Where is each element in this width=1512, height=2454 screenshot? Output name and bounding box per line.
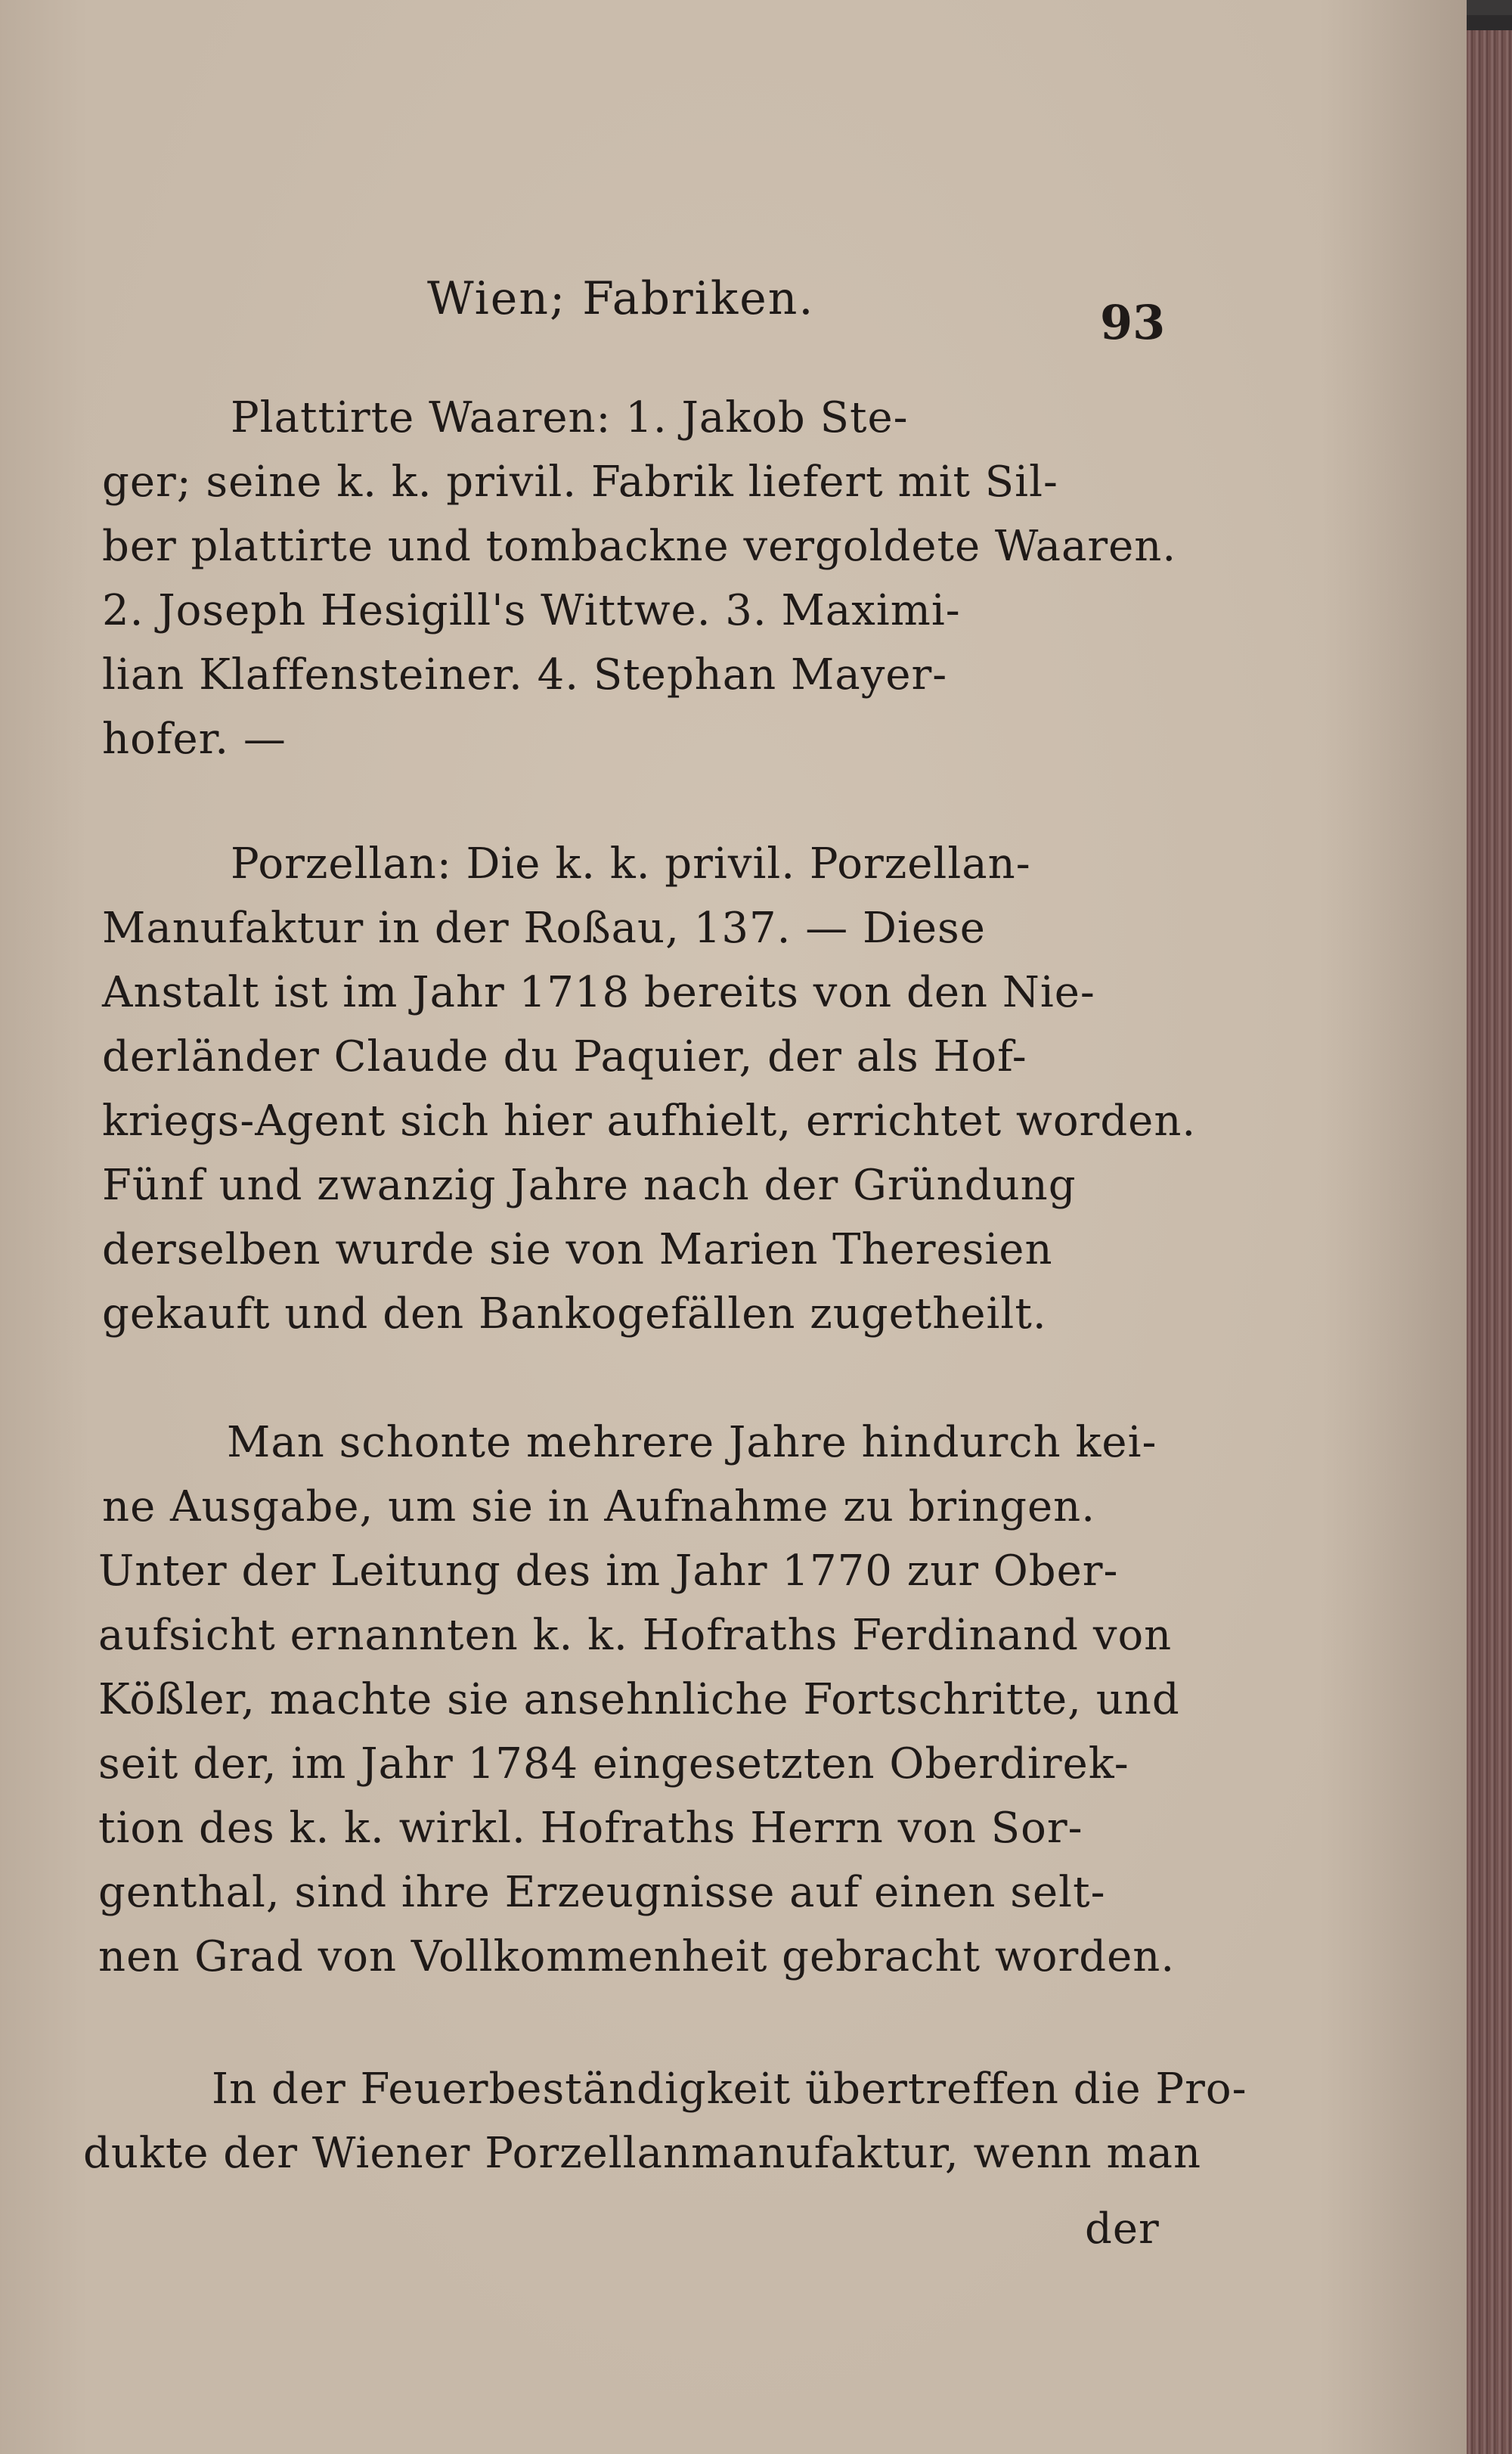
text-line: kriegs-Agent sich hier aufhielt, errichtet worden. xyxy=(102,1097,1197,1146)
text-line: Porzellan: Die k. k. privil. Porzellan- xyxy=(231,839,1031,889)
text-line: Man schonte mehrere Jahre hindurch kei- xyxy=(227,1418,1157,1467)
text-line: Plattirte Waaren: 1. Jakob Ste- xyxy=(231,393,909,442)
text-line: aufsicht ernannten k. k. Hofraths Ferdinand von xyxy=(98,1611,1173,1660)
text-line: lian Klaffensteiner. 4. Stephan Mayer- xyxy=(102,650,948,700)
text-line: seit der, im Jahr 1784 eingesetzten Oberdirek- xyxy=(98,1739,1129,1789)
text-line: gekauft und den Bankogefällen zugetheilt. xyxy=(102,1289,1047,1339)
text-line: Kößler, machte sie ansehnliche Fortschritte, und xyxy=(98,1675,1180,1724)
text-line: derländer Claude du Paquier, der als Hof- xyxy=(102,1032,1027,1081)
text-line: 2. Joseph Hesigill's Wittwe. 3. Maximi- xyxy=(102,586,961,635)
text-line: ne Ausgabe, um sie in Aufnahme zu bringen. xyxy=(102,1482,1096,1531)
text-line: hofer. — xyxy=(102,715,287,764)
text-line: In der Feuerbeständigkeit übertreffen die Pro- xyxy=(212,2065,1247,2114)
text-line: Manufaktur in der Roßau, 137. — Diese xyxy=(102,904,986,953)
catchword: der xyxy=(1085,2204,1160,2254)
text-line: ger; seine k. k. privil. Fabrik liefert mit Sil- xyxy=(102,458,1058,507)
text-line: ber plattirte und tombackne vergoldete Waaren. xyxy=(102,522,1177,571)
text-line: Anstalt ist im Jahr 1718 bereits von den Nie- xyxy=(102,968,1095,1017)
running-title: Wien; Fabriken. xyxy=(427,272,815,325)
text-line: Fünf und zwanzig Jahre nach der Gründung xyxy=(102,1161,1077,1210)
text-line: nen Grad von Vollkommenheit gebracht worden. xyxy=(98,1932,1176,1981)
text-line: tion des k. k. wirkl. Hofraths Herrn von Sor- xyxy=(98,1804,1083,1853)
page-stack-edge xyxy=(1467,30,1512,2454)
text-line: Unter der Leitung des im Jahr 1770 zur Ober- xyxy=(98,1547,1119,1596)
text-line: genthal, sind ihre Erzeugnisse auf einen selt- xyxy=(98,1868,1106,1917)
page-number: 93 xyxy=(1100,295,1166,350)
text-line: dukte der Wiener Porzellanmanufaktur, wenn man xyxy=(83,2129,1202,2178)
text-line: derselben wurde sie von Marien Theresien xyxy=(102,1225,1053,1274)
